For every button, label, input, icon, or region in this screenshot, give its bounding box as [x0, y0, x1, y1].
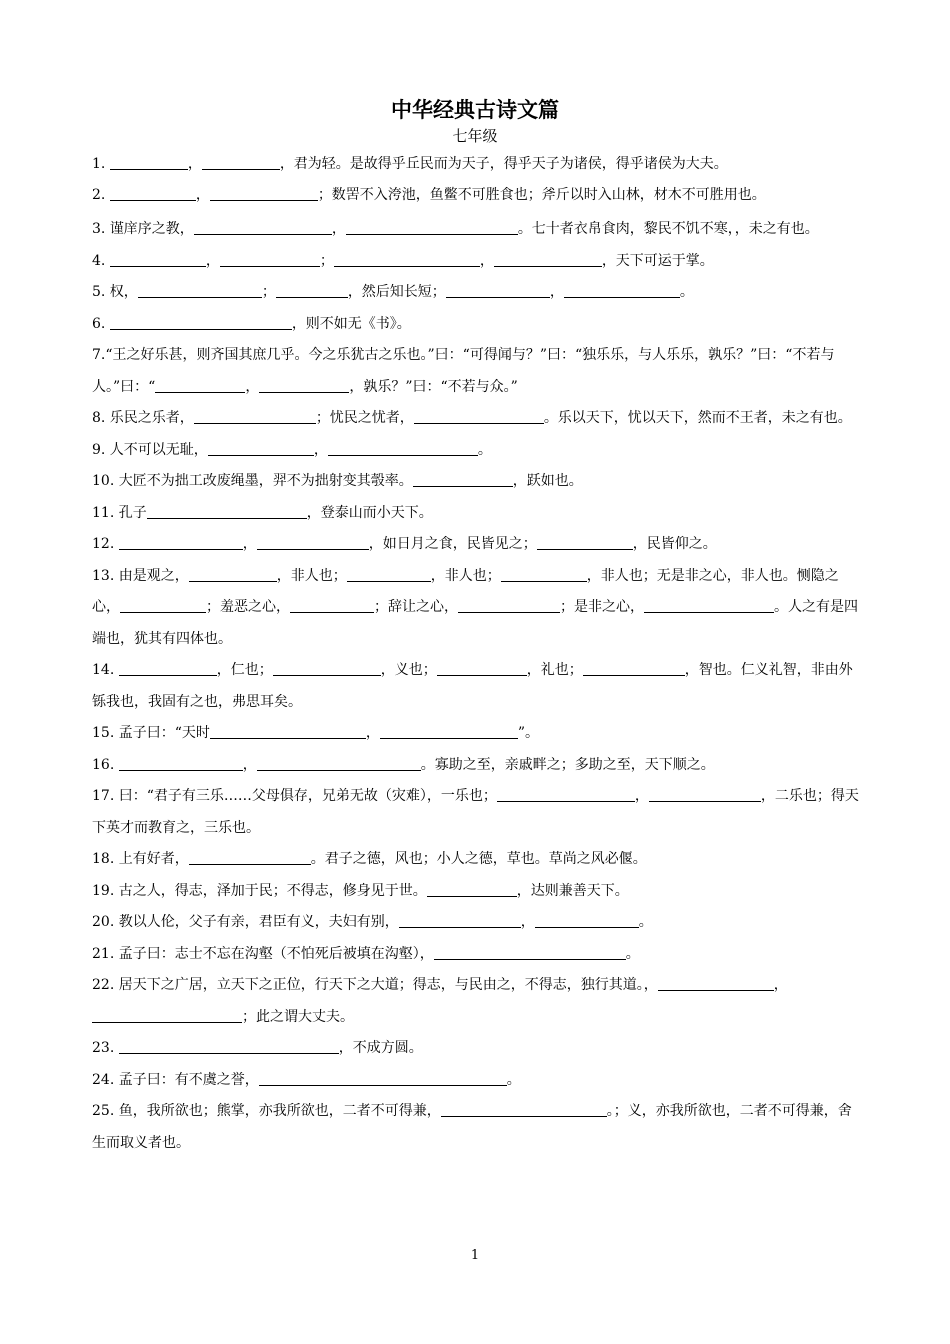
question-item-18	[92, 844, 864, 876]
question-text: ，不成方圆。	[338, 1040, 423, 1056]
answer-blank-25-1[interactable]	[441, 1101, 607, 1117]
question-item-5	[92, 277, 864, 309]
question-item-24	[92, 1065, 864, 1097]
question-text: ，然后知长短；	[347, 284, 446, 300]
question-text: ，	[313, 441, 328, 458]
answer-blank-9-1[interactable]	[208, 440, 314, 456]
answer-blank-4-3[interactable]	[334, 251, 480, 267]
answer-blank-9-2[interactable]	[328, 440, 478, 456]
question-text: 3. 谨庠序之教，	[92, 221, 194, 237]
question-text: ，	[187, 156, 202, 172]
question-list	[92, 152, 864, 1159]
question-text: 25. 鱼，我所欲也；熊掌，亦我所欲也，二者不可得兼，	[92, 1103, 441, 1119]
answer-blank-16-1[interactable]	[119, 755, 243, 771]
question-item-16	[92, 750, 864, 782]
question-item-25	[92, 1096, 864, 1159]
question-text: 。七十者衣帛食肉，黎民不饥不寒，，未之有也。	[517, 221, 819, 237]
answer-blank-13-5[interactable]	[290, 597, 374, 613]
question-text: ，跃如也。	[512, 473, 583, 489]
question-text: ，则不如无《书》。	[291, 315, 411, 332]
question-text: ，二乐也；得天下英才而教育之，三乐也。	[92, 788, 859, 836]
answer-blank-22-2[interactable]	[92, 1007, 242, 1023]
answer-blank-12-2[interactable]	[257, 534, 369, 550]
answer-blank-15-2[interactable]	[380, 723, 518, 739]
answer-blank-15-1[interactable]	[210, 723, 366, 739]
question-item-8	[92, 403, 864, 435]
answer-blank-14-4[interactable]	[583, 660, 685, 676]
question-item-20	[92, 907, 864, 939]
question-text: ，	[479, 252, 494, 269]
question-text: 。；义，亦我所欲也，二者不可得兼，舍生而取义者也。	[92, 1103, 852, 1151]
question-text: ，仁也；	[216, 662, 273, 678]
question-text: 20. 教以人伦，父子有亲，君臣有义，夫妇有别，	[92, 914, 399, 930]
question-text: ；忧民之忧者，	[315, 410, 414, 426]
answer-blank-14-3[interactable]	[437, 660, 527, 676]
question-text: ，	[205, 252, 220, 269]
answer-blank-16-2[interactable]	[257, 755, 421, 771]
question-text: ”。	[517, 725, 540, 741]
question-text: ，	[549, 284, 564, 300]
question-item-12	[92, 529, 864, 561]
question-text: 10. 大匠不为拙工改废绳墨，羿不为拙射变其彀率。	[92, 473, 413, 489]
answer-blank-17-2[interactable]	[649, 786, 761, 802]
question-item-19	[92, 876, 864, 908]
question-text: 16.	[92, 756, 119, 773]
question-text: ，	[242, 756, 257, 773]
question-text: ，达则兼善天下。	[516, 882, 629, 899]
answer-blank-7-1[interactable]	[155, 377, 245, 393]
question-text: 。寡助之至，亲戚畔之；多助之至，天下顺之。	[420, 756, 715, 773]
answer-blank-18-1[interactable]	[189, 849, 311, 865]
question-item-14	[92, 655, 864, 718]
question-text: 1.	[92, 156, 110, 172]
question-text: 21. 孟子曰：志士不忘在沟壑（不怕死后被填在沟壑），	[92, 945, 434, 962]
answer-blank-10-1[interactable]	[413, 471, 513, 487]
answer-blank-2-1[interactable]	[110, 185, 196, 201]
answer-blank-5-2[interactable]	[276, 282, 348, 298]
question-text: 12.	[92, 536, 119, 552]
answer-blank-13-1[interactable]	[189, 566, 277, 582]
question-text: ，	[331, 221, 346, 237]
question-item-23	[92, 1033, 864, 1065]
answer-blank-3-1[interactable]	[194, 219, 332, 235]
question-text: ，	[773, 977, 788, 993]
answer-blank-1-1[interactable]	[110, 154, 188, 170]
question-text: ，智也。仁义礼智，非由外铄我也，我固有之也，弗思耳矣。	[92, 662, 853, 710]
question-text: 23.	[92, 1040, 119, 1056]
question-item-13	[92, 561, 864, 656]
answer-blank-12-3[interactable]	[537, 534, 633, 550]
answer-blank-4-4[interactable]	[494, 251, 602, 267]
question-item-6	[92, 309, 864, 341]
question-text: ，登泰山而小天下。	[306, 504, 433, 521]
answer-blank-19-1[interactable]	[427, 881, 517, 897]
answer-blank-13-4[interactable]	[120, 597, 206, 613]
question-text: 。君子之德，风也；小人之德，草也。草尚之风必偃。	[310, 851, 647, 867]
answer-blank-22-1[interactable]	[658, 975, 774, 991]
question-text: 。	[477, 441, 492, 458]
question-text: 4.	[92, 252, 110, 269]
question-item-15	[92, 718, 864, 750]
question-item-2	[92, 183, 864, 207]
question-item-10	[92, 466, 864, 498]
answer-blank-13-2[interactable]	[347, 566, 431, 582]
question-text: 6.	[92, 315, 110, 332]
answer-blank-6-1[interactable]	[110, 314, 292, 330]
answer-blank-13-6[interactable]	[458, 597, 560, 613]
question-item-17	[92, 781, 864, 844]
question-text: ；数罟不入洿池，鱼鳖不可胜食也；斧斤以时入山林，材木不可胜用也。	[317, 187, 766, 203]
question-text: ；辞让之心，	[374, 599, 458, 615]
answer-blank-13-7[interactable]	[644, 597, 774, 613]
question-text: ，	[195, 187, 210, 203]
question-text: 19. 古之人，得志，泽加于民；不得志，修身见于世。	[92, 882, 427, 899]
question-text: 15. 孟子曰：“天时	[92, 725, 210, 741]
answer-blank-4-1[interactable]	[110, 251, 206, 267]
answer-blank-23-1[interactable]	[119, 1038, 339, 1054]
answer-blank-5-3[interactable]	[446, 282, 550, 298]
answer-blank-7-2[interactable]	[259, 377, 349, 393]
question-text: 。	[506, 1071, 521, 1088]
question-text: 。	[625, 945, 640, 962]
answer-blank-17-1[interactable]	[497, 786, 635, 802]
question-text: ，如日月之食，民皆见之；	[368, 536, 537, 552]
question-text: 5. 权，	[92, 284, 138, 300]
question-text: 7.“王之好乐甚，则齐国其庶几乎。今之乐犹古之乐也。”曰：“可得闻与？”曰：“独乐乐，与人乐乐，孰乐？”曰：“不若与人。”曰：“	[92, 347, 835, 395]
answer-blank-11-1[interactable]	[147, 503, 307, 519]
question-text: ，	[245, 378, 260, 395]
answer-blank-20-1[interactable]	[399, 912, 521, 928]
question-item-4	[92, 246, 864, 278]
answer-blank-20-2[interactable]	[535, 912, 639, 928]
answer-blank-12-1[interactable]	[119, 534, 243, 550]
answer-blank-14-1[interactable]	[119, 660, 217, 676]
question-item-7	[92, 340, 864, 403]
answer-blank-13-3[interactable]	[501, 566, 587, 582]
question-text: ；是非之心，	[560, 599, 644, 615]
question-text: 24. 孟子曰：有不虞之誉，	[92, 1071, 259, 1088]
question-text: ，民皆仰之。	[632, 536, 717, 552]
answer-blank-1-2[interactable]	[202, 154, 280, 170]
grade-subtitle: 七年级	[452, 127, 498, 145]
answer-blank-4-2[interactable]	[220, 251, 320, 267]
question-text: ，孰乐？”曰：“不若与众。”	[349, 378, 518, 395]
question-text: ，非人也；无是非之心，非人也。恻隐之心，	[92, 567, 839, 615]
question-item-9	[92, 435, 864, 467]
question-text: 22. 居天下之广居，立天下之正位，行天下之大道；得志，与民由之，不得志，独行其道。，	[92, 977, 658, 993]
answer-blank-8-2[interactable]	[414, 408, 544, 424]
question-text: ，	[520, 914, 535, 930]
question-item-21	[92, 939, 864, 971]
answer-blank-14-2[interactable]	[273, 660, 381, 676]
question-text: 2.	[92, 187, 110, 203]
question-text: 。人之有是四端也，犹其有四体也。	[92, 599, 858, 647]
answer-blank-8-1[interactable]	[194, 408, 316, 424]
question-text: 9. 人不可以无耻，	[92, 441, 208, 458]
question-text: ，义也；	[380, 662, 437, 678]
answer-blank-5-1[interactable]	[138, 282, 262, 298]
question-text: ；羞恶之心，	[206, 599, 290, 615]
question-text: ；	[319, 252, 334, 269]
question-text: ，非人也；	[430, 567, 501, 584]
question-item-3	[92, 214, 864, 246]
question-text: 11. 孔子	[92, 504, 147, 521]
question-text: ，天下可运于掌。	[601, 252, 714, 269]
answer-blank-3-2[interactable]	[346, 219, 518, 235]
question-text: ；	[261, 284, 276, 300]
question-item-22	[92, 970, 864, 1033]
question-text: ，	[365, 725, 380, 741]
question-text: 14.	[92, 662, 119, 678]
question-text: ；此之谓大丈夫。	[242, 1008, 354, 1025]
question-text: 。乐以天下，忧以天下，然而不王者，未之有也。	[543, 410, 852, 426]
answer-blank-5-4[interactable]	[564, 282, 680, 298]
question-text: ，礼也；	[526, 662, 583, 678]
answer-blank-2-2[interactable]	[210, 185, 318, 201]
question-text: ，君为轻。是故得乎丘民而为天子，得乎天子为诸侯，得乎诸侯为大夫。	[279, 156, 728, 172]
question-text: 18. 上有好者，	[92, 851, 189, 867]
question-text: ，	[634, 788, 649, 804]
question-text: ，非人也；	[276, 567, 347, 584]
document-title: 中华经典古诗文篇	[391, 98, 559, 122]
question-text: 8. 乐民之乐者，	[92, 410, 194, 426]
question-text: 。	[638, 914, 653, 930]
question-text: 。	[679, 284, 694, 300]
answer-blank-21-1[interactable]	[434, 944, 626, 960]
question-text: 13. 由是观之，	[92, 567, 189, 584]
question-item-1	[92, 152, 864, 176]
question-item-11	[92, 498, 864, 530]
answer-blank-24-1[interactable]	[259, 1070, 507, 1086]
page-number: 1	[470, 1248, 480, 1263]
question-text: ，	[242, 536, 257, 552]
question-text: 17. 曰：“君子有三乐……父母俱存，兄弟无故（灾难），一乐也；	[92, 788, 497, 804]
